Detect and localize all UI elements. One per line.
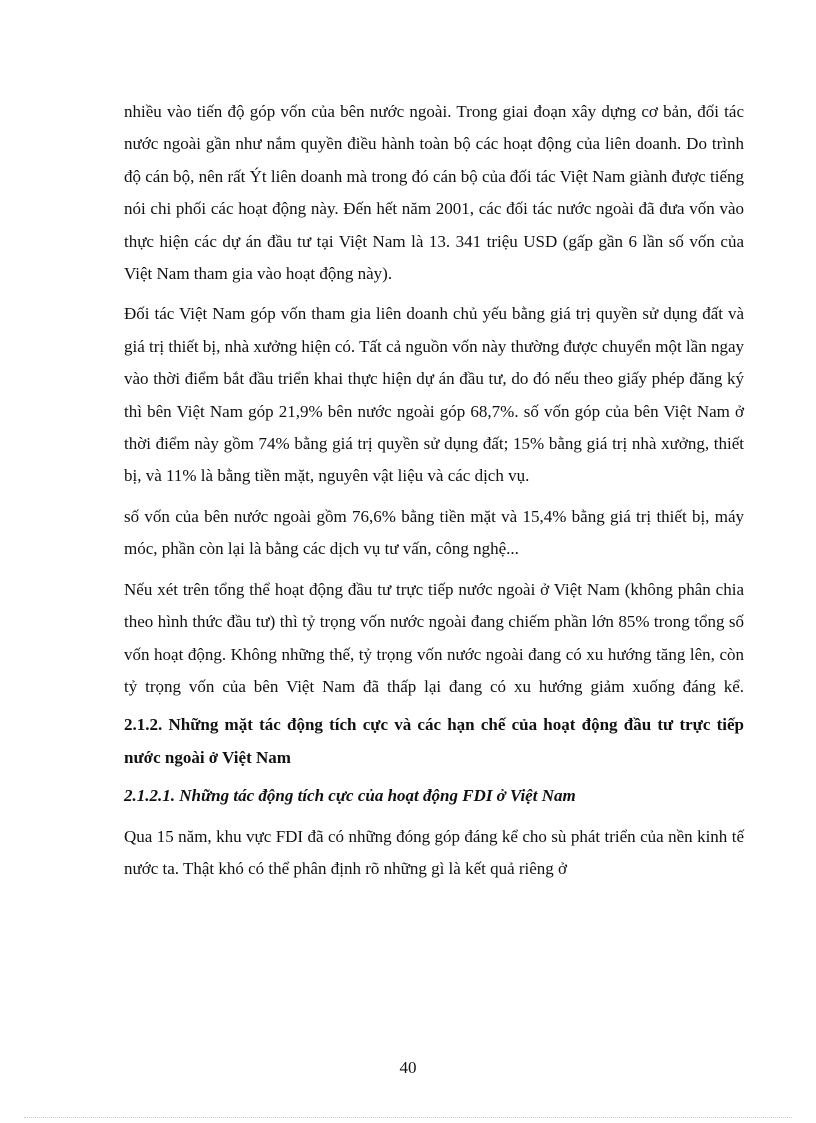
document-body	[124, 96, 744, 885]
paragraph-3: số vốn của bên nước ngoài gồm 76,6% bằng tiền mặt và 15,4% bằng giá trị thiết bị, máy móc, phần còn lại là bằng các dịch vụ tư vấn, công nghệ...	[124, 506, 744, 559]
paragraph-4: Nếu xét trên tổng thể hoạt động đầu tư trực tiếp nước ngoài ở Việt Nam (không phân chia theo hình thức đầu tư) thì tỷ trọng vốn nước ngoài đang chiếm phần lớn 85% trong tổng số vốn hoạt động. Không những thế, tỷ trọng vốn nước ngoài đang có xu hướng tăng lên, còn tỷ trọng vốn của bên Việt Nam đã thấp lại đang có xu hướng giảm xuống đáng kể.	[124, 579, 744, 696]
page-number: 40	[399, 1058, 417, 1077]
subsection-heading: 2.1.2.1. Những tác động tích cực của hoạt động FDI ở Việt Nam	[124, 786, 576, 806]
section-heading: 2.1.2. Những mặt tác động tích cực và các hạn chế của hoạt động đầu tư trực tiếp nước ngoài ở Việt Nam	[124, 715, 744, 767]
paragraph-2: Đối tác Việt Nam góp vốn tham gia liên doanh chủ yếu bằng giá trị quyền sử dụng đất và giá trị thiết bị, nhà xưởng hiện có. Tất cả nguồn vốn này thường được chuyển một lần ngay vào thời điểm bắt đầu triển khai thực hiện dự án đầu tư, do đó nếu theo giấy phép đăng ký thì bên Việt Nam góp 21,9% bên nước ngoài góp 68,7%. số vốn góp của bên Việt Nam ở thời điểm này gồm 74% bằng giá trị quyền sử dụng đất; 15% bằng giá trị nhà xưởng, thiết bị, và 11% là bằng tiền mặt, nguyên vật liệu và các dịch vụ.	[124, 304, 744, 486]
paragraph-5: Qua 15 năm, khu vực FDI đã có những đóng góp đáng kể cho sù phát triển của nền kinh tế nước ta. Thật khó có thể phân định rõ những gì là kết quả riêng ở	[124, 826, 744, 878]
page-border	[24, 1117, 792, 1118]
paragraph-1: nhiều vào tiến độ góp vốn của bên nước ngoài. Trong giai đoạn xây dựng cơ bản, đối tác nước ngoài gần như nắm quyền điều hành toàn bộ các hoạt động của liên doanh. Do trình độ cán bộ, nên rất Ýt liên doanh mà trong đó cán bộ của đối tác Việt Nam giành được tiếng nói chi phối các hoạt động này. Đến hết năm 2001, các đối tác nước ngoài đã đưa vốn vào thực hiện các dự án đầu tư tại Việt Nam là 13. 341 triệu USD (gấp gần 6 lần số vốn của Việt Nam tham gia vào hoạt động này).	[124, 102, 744, 284]
